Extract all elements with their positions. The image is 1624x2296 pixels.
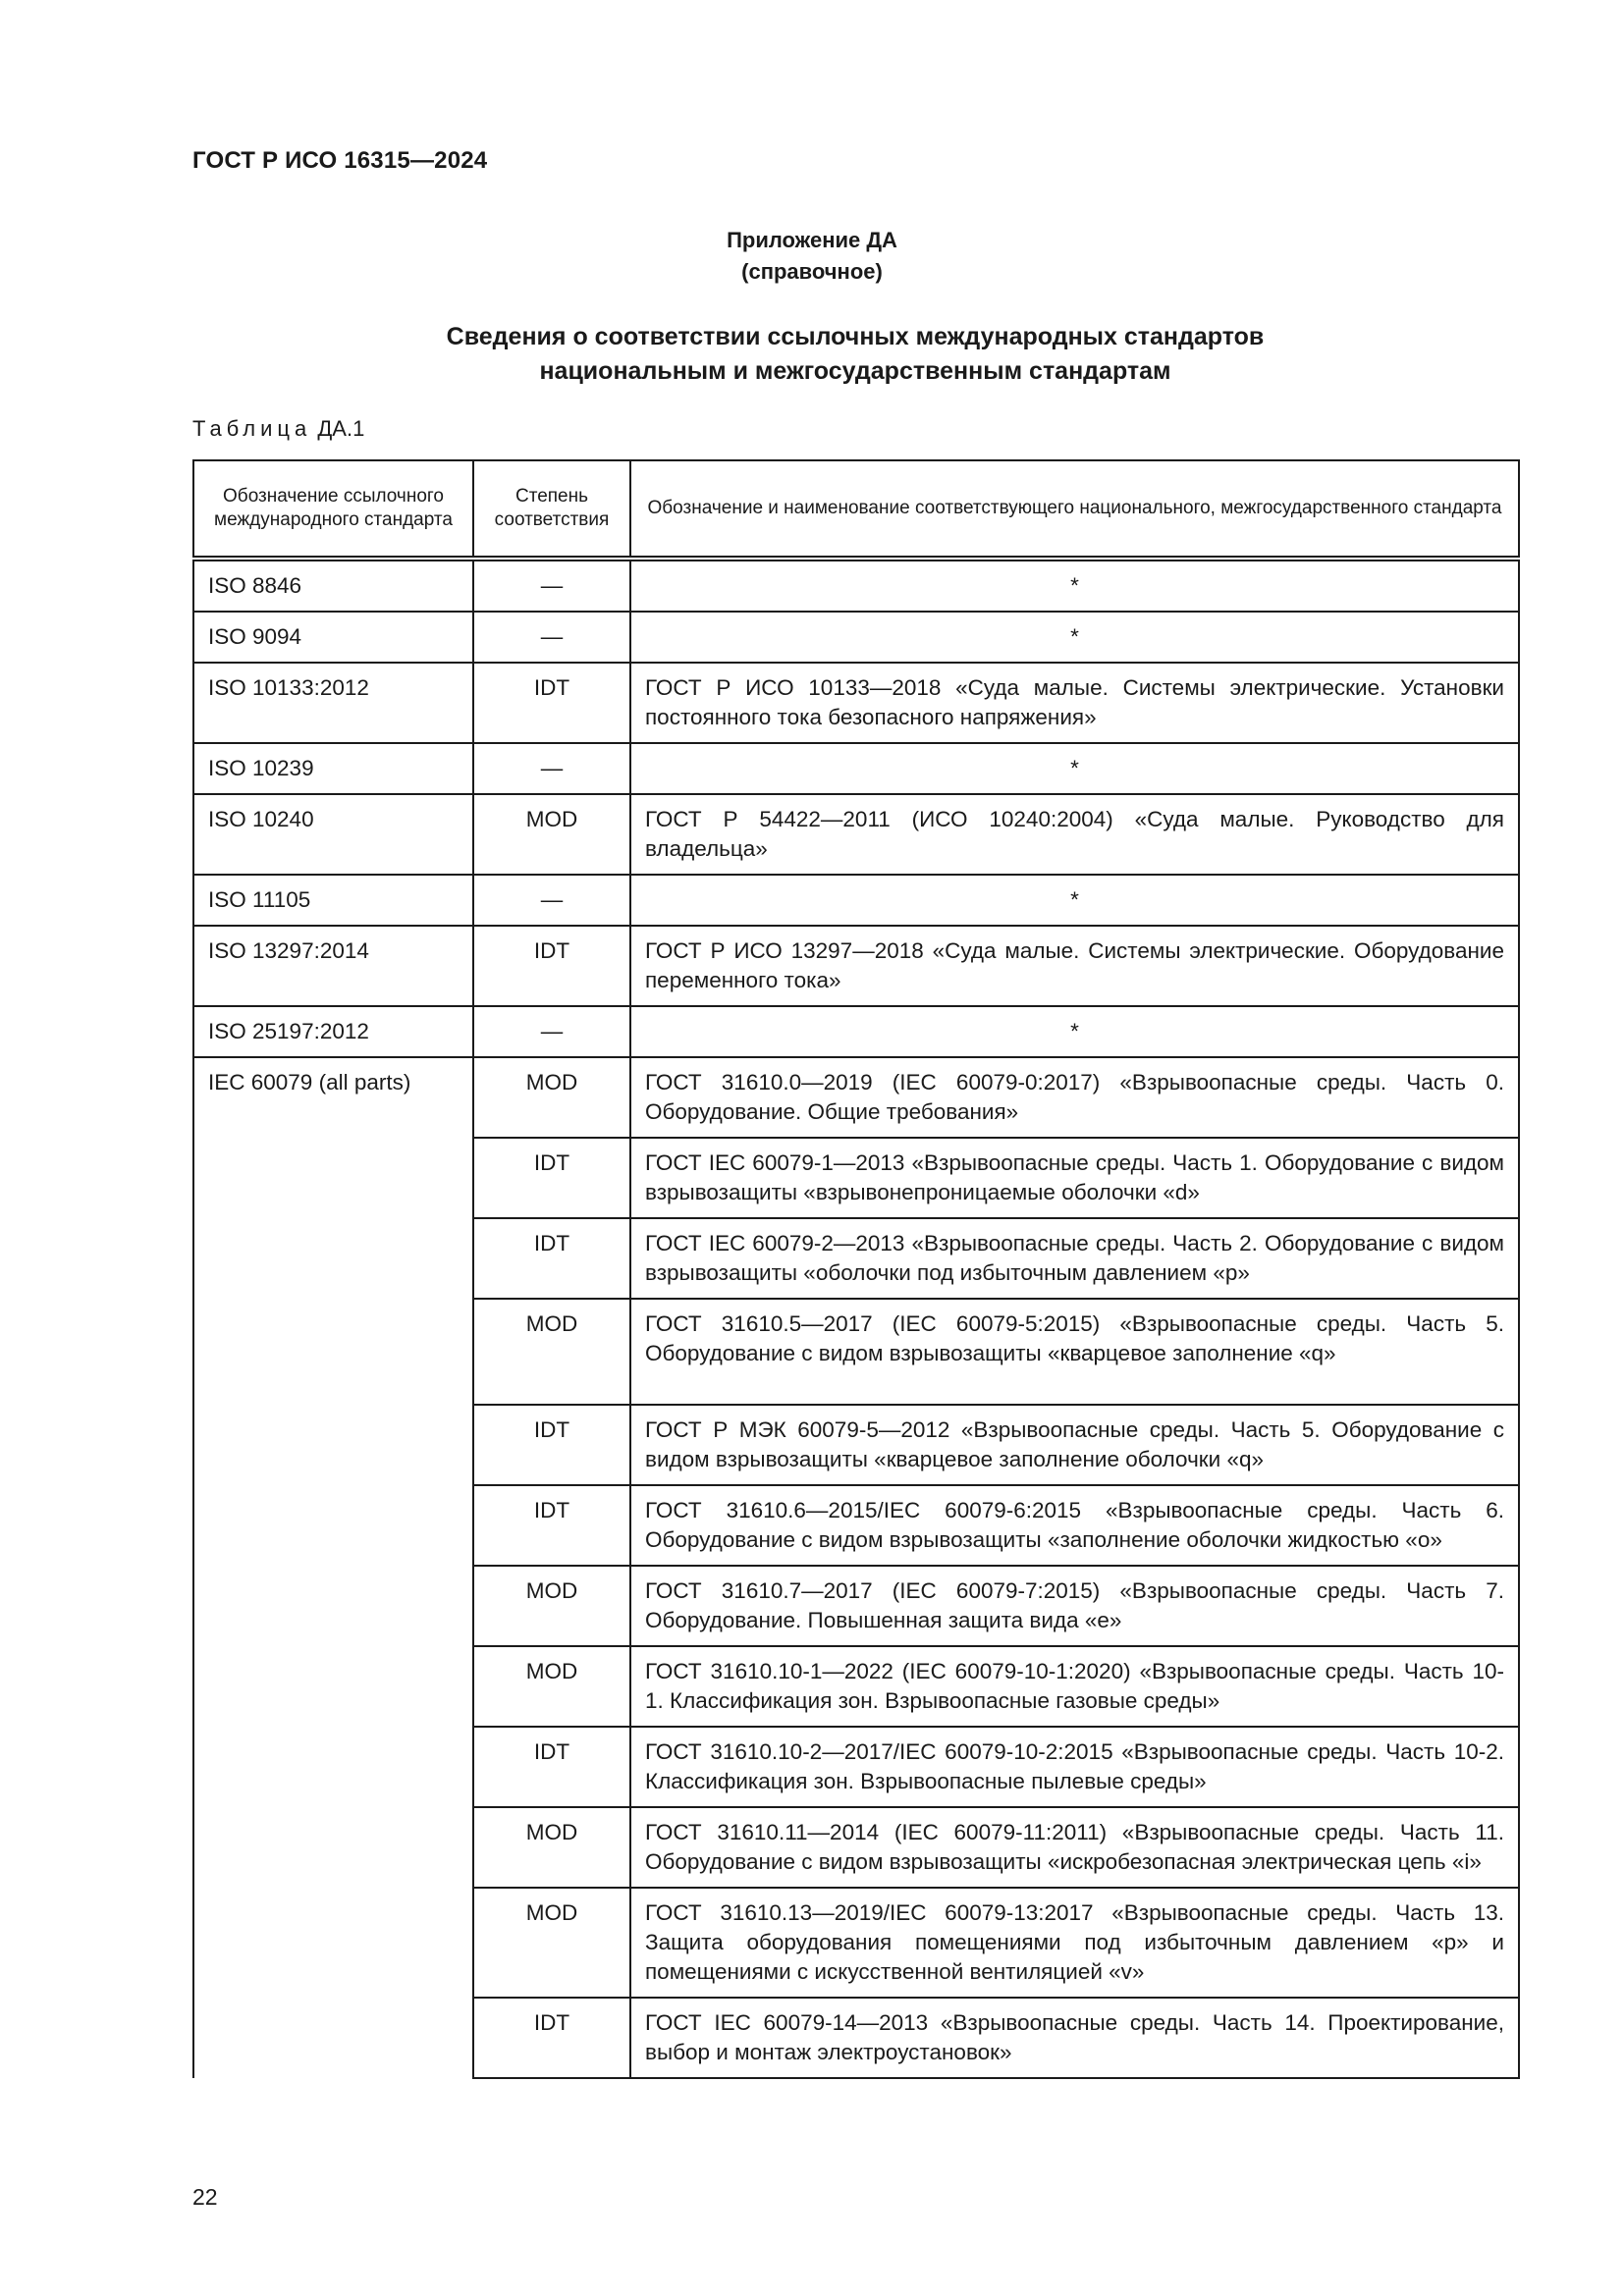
- row-degree: IDT: [473, 926, 630, 1006]
- table-caption: [192, 416, 364, 442]
- row-degree: MOD: [473, 794, 630, 875]
- section-title-line-2: национальным и межгосударственным стандартам: [539, 357, 1171, 385]
- row-degree: —: [473, 743, 630, 794]
- header-degree: Степень соответствия: [473, 460, 630, 559]
- row-standard-group: IEC 60079 (all parts): [193, 1057, 473, 2078]
- row-standard: ISO 13297:2014: [193, 926, 473, 1006]
- row-degree: IDT: [473, 663, 630, 743]
- table-row: [193, 794, 1519, 875]
- row-description: *: [630, 1006, 1519, 1057]
- table-row: [193, 743, 1519, 794]
- table-caption-number: ДА.1: [317, 416, 365, 441]
- row-standard: ISO 11105: [193, 875, 473, 926]
- row-degree: MOD: [473, 1566, 630, 1646]
- row-description: ГОСТ 31610.0—2019 (IEC 60079-0:2017) «Взрывоопасные среды. Часть 0. Оборудование. Общие требования»: [630, 1057, 1519, 1138]
- row-degree: MOD: [473, 1057, 630, 1138]
- row-standard: ISO 9094: [193, 612, 473, 663]
- row-standard: ISO 10239: [193, 743, 473, 794]
- row-standard: ISO 10240: [193, 794, 473, 875]
- row-degree: IDT: [473, 1218, 630, 1299]
- row-standard: ISO 25197:2012: [193, 1006, 473, 1057]
- row-description: ГОСТ Р 54422—2011 (ИСО 10240:2004) «Суда малые. Руководство для владельца»: [630, 794, 1519, 875]
- header-reference-standard: Обозначение ссылочного международного стандарта: [193, 460, 473, 559]
- row-degree: —: [473, 612, 630, 663]
- row-description: ГОСТ IEC 60079-2—2013 «Взрывоопасные среды. Часть 2. Оборудование с видом взрывозащиты «оболочки под избыточным давлением «p»: [630, 1218, 1519, 1299]
- row-description: ГОСТ 31610.11—2014 (IEC 60079-11:2011) «Взрывоопасные среды. Часть 11. Оборудование с видом взрывозащиты «искробезопасная электрическая цепь «i»: [630, 1807, 1519, 1888]
- row-degree: MOD: [473, 1299, 630, 1405]
- row-degree: MOD: [473, 1807, 630, 1888]
- row-description: *: [630, 743, 1519, 794]
- row-degree: IDT: [473, 1998, 630, 2078]
- table-row: [193, 1057, 1519, 1138]
- row-standard: ISO 10133:2012: [193, 663, 473, 743]
- table-row: [193, 1006, 1519, 1057]
- row-description: ГОСТ 31610.6—2015/IEC 60079-6:2015 «Взрывоопасные среды. Часть 6. Оборудование с видом взрывозащиты «заполнение оболочки жидкостью «о»: [630, 1485, 1519, 1566]
- table-row: [193, 612, 1519, 663]
- row-description: ГОСТ 31610.7—2017 (IEC 60079-7:2015) «Взрывоопасные среды. Часть 7. Оборудование. Повышенная защита вида «е»: [630, 1566, 1519, 1646]
- standards-table: [192, 459, 1520, 2079]
- row-degree: IDT: [473, 1138, 630, 1218]
- row-description: *: [630, 612, 1519, 663]
- table-row: [193, 559, 1519, 612]
- row-degree: —: [473, 875, 630, 926]
- row-description: ГОСТ 31610.5—2017 (IEC 60079-5:2015) «Взрывоопасные среды. Часть 5. Оборудование с видом взрывозащиты «кварцевое заполнение «q»: [630, 1299, 1519, 1405]
- appendix-subtitle: (справочное): [741, 259, 883, 284]
- table-row: [193, 926, 1519, 1006]
- row-degree: MOD: [473, 1646, 630, 1727]
- row-degree: —: [473, 559, 630, 612]
- row-degree: IDT: [473, 1727, 630, 1807]
- row-degree: IDT: [473, 1405, 630, 1485]
- row-description: ГОСТ 31610.13—2019/IEC 60079-13:2017 «Взрывоопасные среды. Часть 13. Защита оборудования помещениями под избыточным давлением «р» и помещениями с искусственной вентиляцией «v»: [630, 1888, 1519, 1998]
- row-degree: IDT: [473, 1485, 630, 1566]
- document-header: ГОСТ Р ИСО 16315—2024: [192, 147, 488, 174]
- row-description: ГОСТ IEC 60079-14—2013 «Взрывоопасные среды. Часть 14. Проектирование, выбор и монтаж электроустановок»: [630, 1998, 1519, 2078]
- row-description: ГОСТ IEC 60079-1—2013 «Взрывоопасные среды. Часть 1. Оборудование с видом взрывозащиты «взрывонепроницаемые оболочки «d»: [630, 1138, 1519, 1218]
- row-degree: —: [473, 1006, 630, 1057]
- table-caption-word: Таблица: [192, 416, 312, 441]
- row-description: *: [630, 559, 1519, 612]
- page-number: 22: [192, 2184, 218, 2210]
- row-standard: ISO 8846: [193, 559, 473, 612]
- row-description: *: [630, 875, 1519, 926]
- row-description: ГОСТ 31610.10-1—2022 (IEC 60079-10-1:2020) «Взрывоопасные среды. Часть 10-1. Классификация зон. Взрывоопасные газовые среды»: [630, 1646, 1519, 1727]
- table-header-row: [193, 460, 1519, 559]
- header-national-standard: Обозначение и наименование соответствующего национального, межгосударственного стандарта: [630, 460, 1519, 559]
- section-title: [192, 320, 1518, 389]
- row-description: ГОСТ Р ИСО 10133—2018 «Суда малые. Системы электрические. Установки постоянного тока безопасного напряжения»: [630, 663, 1519, 743]
- section-title-line-1: Сведения о соответствии ссылочных международных стандартов: [446, 323, 1265, 350]
- table-row: [193, 875, 1519, 926]
- table-row: [193, 663, 1519, 743]
- row-description: ГОСТ Р ИСО 13297—2018 «Суда малые. Системы электрические. Оборудование переменного тока»: [630, 926, 1519, 1006]
- row-degree: MOD: [473, 1888, 630, 1998]
- appendix-title: Приложение ДА: [727, 228, 897, 252]
- row-description: ГОСТ Р МЭК 60079-5—2012 «Взрывоопасные среды. Часть 5. Оборудование с видом взрывозащиты «кварцевое заполнение оболочки «q»: [630, 1405, 1519, 1485]
- row-description: ГОСТ 31610.10-2—2017/IEC 60079-10-2:2015 «Взрывоопасные среды. Часть 10-2. Классификация зон. Взрывоопасные пылевые среды»: [630, 1727, 1519, 1807]
